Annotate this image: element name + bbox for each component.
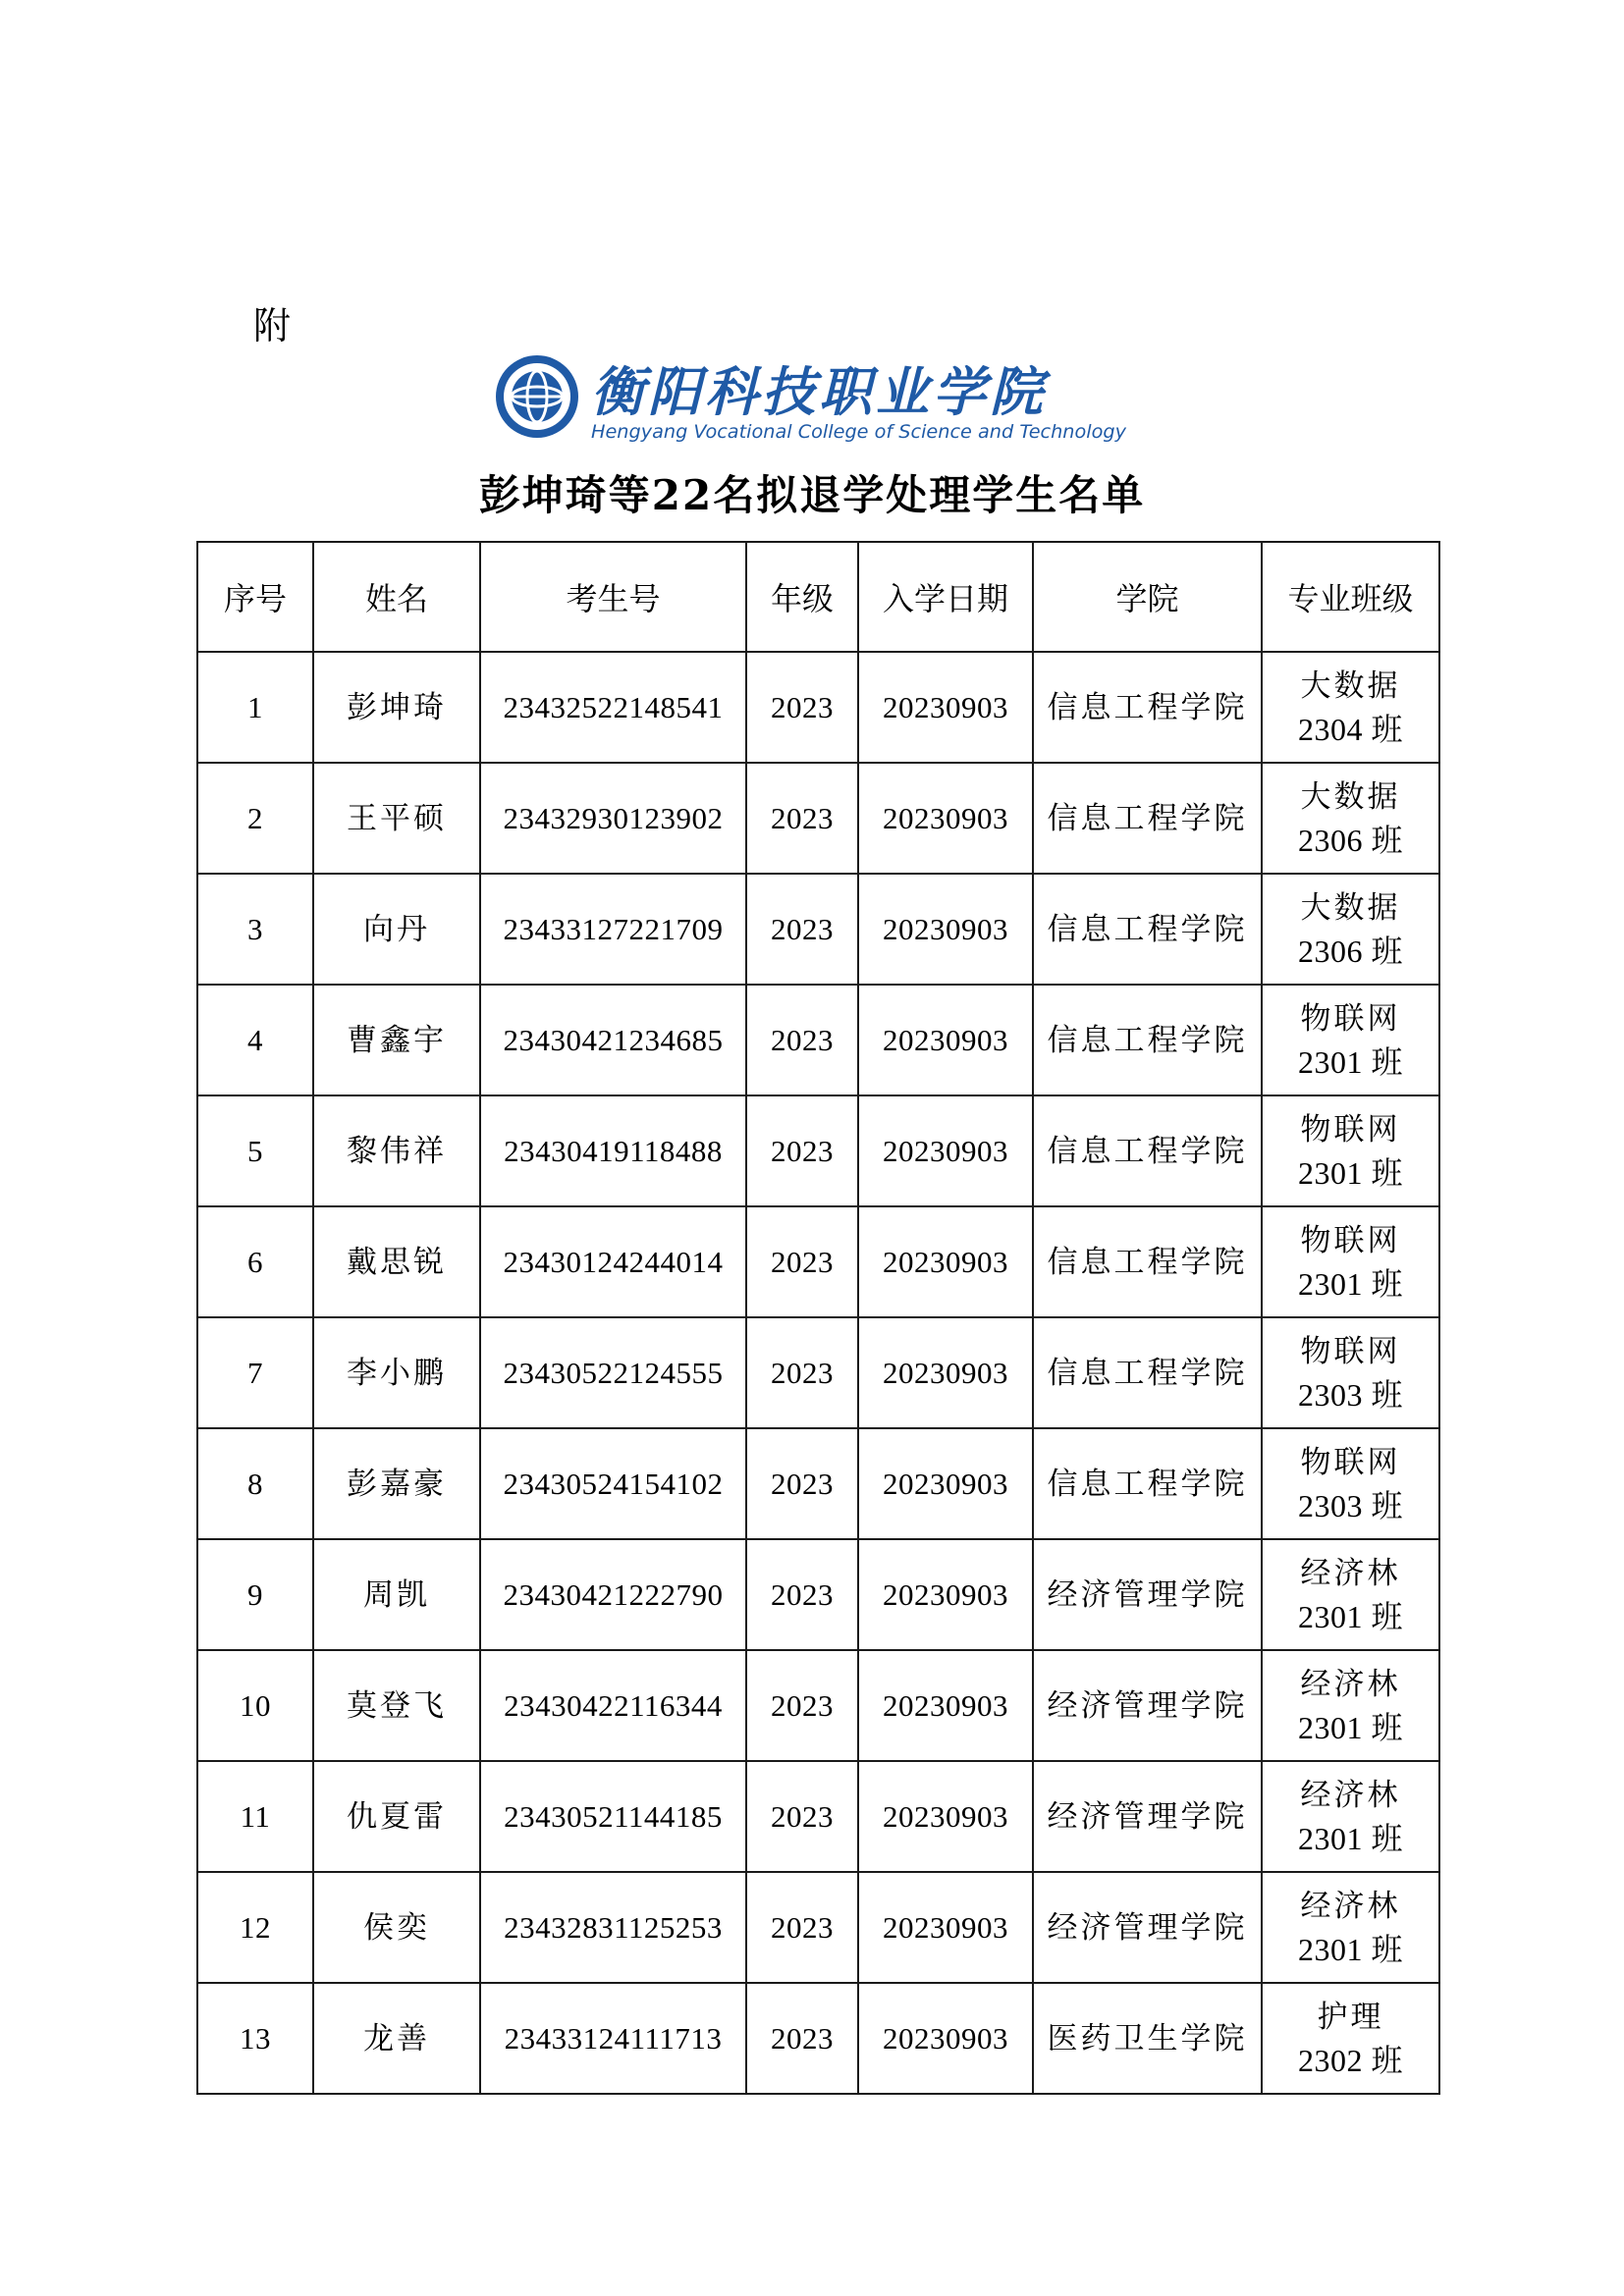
cell-name: 李小鹏	[313, 1317, 480, 1428]
cell-college: 信息工程学院	[1033, 1095, 1262, 1206]
class-label: 2301 班	[1297, 1709, 1403, 1745]
class-label: 2301 班	[1297, 1154, 1403, 1191]
cell-enroll-date: 20230903	[858, 652, 1033, 763]
cell-name: 莫登飞	[313, 1650, 480, 1761]
cell-enroll-date: 20230903	[858, 1872, 1033, 1983]
table-row	[197, 1872, 1439, 1983]
table-row	[197, 652, 1439, 763]
cell-grade: 2023	[746, 652, 858, 763]
header-college: 学院	[1033, 542, 1262, 652]
major-label: 经济林	[1300, 1777, 1401, 1813]
cell-major-class	[1262, 1206, 1439, 1317]
cell-grade: 2023	[746, 1872, 858, 1983]
cell-major-class	[1262, 763, 1439, 874]
major-label: 经济林	[1300, 1888, 1401, 1924]
cell-exam-number: 23430124244014	[480, 1206, 746, 1317]
document-title: 彭坤琦等22名拟退学处理学生名单	[478, 471, 1146, 519]
cell-exam-number: 23432831125253	[480, 1872, 746, 1983]
major-label: 大数据	[1300, 667, 1401, 704]
cell-grade: 2023	[746, 1095, 858, 1206]
cell-college: 信息工程学院	[1033, 874, 1262, 985]
cell-grade: 2023	[746, 1983, 858, 2094]
class-label: 2306 班	[1297, 933, 1403, 969]
cell-major-class	[1262, 1872, 1439, 1983]
cell-grade: 2023	[746, 985, 858, 1095]
college-logo	[492, 349, 1130, 444]
class-label: 2306 班	[1297, 822, 1403, 858]
header-seq: 序号	[197, 542, 313, 652]
cell-enroll-date: 20230903	[858, 1761, 1033, 1872]
cell-enroll-date: 20230903	[858, 1428, 1033, 1539]
cell-enroll-date: 20230903	[858, 1317, 1033, 1428]
cell-college: 经济管理学院	[1033, 1761, 1262, 1872]
cell-seq: 5	[197, 1095, 313, 1206]
cell-college: 经济管理学院	[1033, 1539, 1262, 1650]
cell-seq: 7	[197, 1317, 313, 1428]
cell-seq: 12	[197, 1872, 313, 1983]
cell-college: 信息工程学院	[1033, 985, 1262, 1095]
cell-major-class	[1262, 1761, 1439, 1872]
cell-name: 侯奕	[313, 1872, 480, 1983]
header-exam-number: 考生号	[480, 542, 746, 652]
major-label: 物联网	[1300, 1000, 1401, 1037]
cell-name: 彭嘉豪	[313, 1428, 480, 1539]
major-label: 大数据	[1300, 778, 1401, 815]
cell-major-class	[1262, 874, 1439, 985]
table-row	[197, 1095, 1439, 1206]
cell-seq: 3	[197, 874, 313, 985]
cell-grade: 2023	[746, 1539, 858, 1650]
table-row	[197, 985, 1439, 1095]
class-label: 2303 班	[1297, 1376, 1403, 1413]
major-label: 物联网	[1300, 1333, 1401, 1369]
cell-college: 信息工程学院	[1033, 1206, 1262, 1317]
cell-name: 王平硕	[313, 763, 480, 874]
cell-grade: 2023	[746, 1650, 858, 1761]
cell-exam-number: 23433127221709	[480, 874, 746, 985]
table-row	[197, 1983, 1439, 2094]
cell-seq: 9	[197, 1539, 313, 1650]
cell-major-class	[1262, 1428, 1439, 1539]
cell-enroll-date: 20230903	[858, 1650, 1033, 1761]
table-row	[197, 1317, 1439, 1428]
cell-major-class	[1262, 652, 1439, 763]
table-row	[197, 1428, 1439, 1539]
class-label: 2303 班	[1297, 1487, 1403, 1523]
table-row	[197, 874, 1439, 985]
major-label: 护理	[1317, 1999, 1384, 2035]
cell-major-class	[1262, 1983, 1439, 2094]
cell-exam-number: 23430524154102	[480, 1428, 746, 1539]
cell-name: 曹鑫宇	[313, 985, 480, 1095]
cell-seq: 4	[197, 985, 313, 1095]
logo-name-cn: 衡阳科技职业学院	[591, 360, 1047, 423]
cell-grade: 2023	[746, 1206, 858, 1317]
cell-seq: 1	[197, 652, 313, 763]
cell-seq: 10	[197, 1650, 313, 1761]
cell-seq: 8	[197, 1428, 313, 1539]
cell-seq: 2	[197, 763, 313, 874]
class-label: 2302 班	[1297, 2042, 1403, 2078]
header-enroll-date: 入学日期	[858, 542, 1033, 652]
major-label: 物联网	[1300, 1444, 1401, 1480]
cell-grade: 2023	[746, 1317, 858, 1428]
cell-name: 戴思锐	[313, 1206, 480, 1317]
cell-enroll-date: 20230903	[858, 1539, 1033, 1650]
cell-name: 周凯	[313, 1539, 480, 1650]
table-row	[197, 763, 1439, 874]
cell-major-class	[1262, 1650, 1439, 1761]
cell-exam-number: 23430522124555	[480, 1317, 746, 1428]
cell-major-class	[1262, 1317, 1439, 1428]
major-label: 大数据	[1300, 889, 1401, 926]
cell-enroll-date: 20230903	[858, 985, 1033, 1095]
cell-college: 信息工程学院	[1033, 1317, 1262, 1428]
class-label: 2301 班	[1297, 1265, 1403, 1302]
major-label: 物联网	[1300, 1111, 1401, 1148]
header-major-class: 专业班级	[1262, 542, 1439, 652]
class-label: 2304 班	[1297, 711, 1403, 747]
cell-college: 经济管理学院	[1033, 1872, 1262, 1983]
cell-college: 信息工程学院	[1033, 652, 1262, 763]
cell-enroll-date: 20230903	[858, 1983, 1033, 2094]
cell-name: 向丹	[313, 874, 480, 985]
cell-exam-number: 23430421234685	[480, 985, 746, 1095]
cell-exam-number: 23430521144185	[480, 1761, 746, 1872]
student-roster-table	[196, 541, 1440, 2095]
class-label: 2301 班	[1297, 1598, 1403, 1634]
cell-name: 龙善	[313, 1983, 480, 2094]
class-label: 2301 班	[1297, 1931, 1403, 1967]
cell-enroll-date: 20230903	[858, 1206, 1033, 1317]
attachment-mark: 附	[253, 304, 292, 347]
table-row	[197, 1761, 1439, 1872]
class-label: 2301 班	[1297, 1043, 1403, 1080]
major-label: 经济林	[1300, 1666, 1401, 1702]
table-row	[197, 1650, 1439, 1761]
cell-name: 彭坤琦	[313, 652, 480, 763]
class-label: 2301 班	[1297, 1820, 1403, 1856]
major-label: 物联网	[1300, 1222, 1401, 1258]
cell-grade: 2023	[746, 763, 858, 874]
cell-college: 医药卫生学院	[1033, 1983, 1262, 2094]
cell-major-class	[1262, 985, 1439, 1095]
cell-exam-number: 23432522148541	[480, 652, 746, 763]
logo-name-en: Hengyang Vocational College of Science and Technology	[591, 421, 1127, 443]
cell-college: 信息工程学院	[1033, 763, 1262, 874]
table-header-row	[197, 542, 1439, 652]
major-label: 经济林	[1300, 1555, 1401, 1591]
cell-grade: 2023	[746, 1428, 858, 1539]
cell-exam-number: 23433124111713	[480, 1983, 746, 2094]
header-grade: 年级	[746, 542, 858, 652]
cell-seq: 11	[197, 1761, 313, 1872]
cell-enroll-date: 20230903	[858, 763, 1033, 874]
cell-college: 经济管理学院	[1033, 1650, 1262, 1761]
cell-seq: 6	[197, 1206, 313, 1317]
cell-grade: 2023	[746, 1761, 858, 1872]
cell-major-class	[1262, 1095, 1439, 1206]
cell-college: 信息工程学院	[1033, 1428, 1262, 1539]
cell-grade: 2023	[746, 874, 858, 985]
table-row	[197, 1539, 1439, 1650]
table-body	[197, 652, 1439, 2094]
table-row	[197, 1206, 1439, 1317]
cell-enroll-date: 20230903	[858, 874, 1033, 985]
cell-seq: 13	[197, 1983, 313, 2094]
cell-exam-number: 23430422116344	[480, 1650, 746, 1761]
cell-name: 黎伟祥	[313, 1095, 480, 1206]
cell-enroll-date: 20230903	[858, 1095, 1033, 1206]
college-emblem-icon	[496, 355, 578, 438]
header-name: 姓名	[313, 542, 480, 652]
cell-name: 仇夏雷	[313, 1761, 480, 1872]
cell-exam-number: 23430421222790	[480, 1539, 746, 1650]
cell-exam-number: 23432930123902	[480, 763, 746, 874]
cell-major-class	[1262, 1539, 1439, 1650]
cell-exam-number: 23430419118488	[480, 1095, 746, 1206]
